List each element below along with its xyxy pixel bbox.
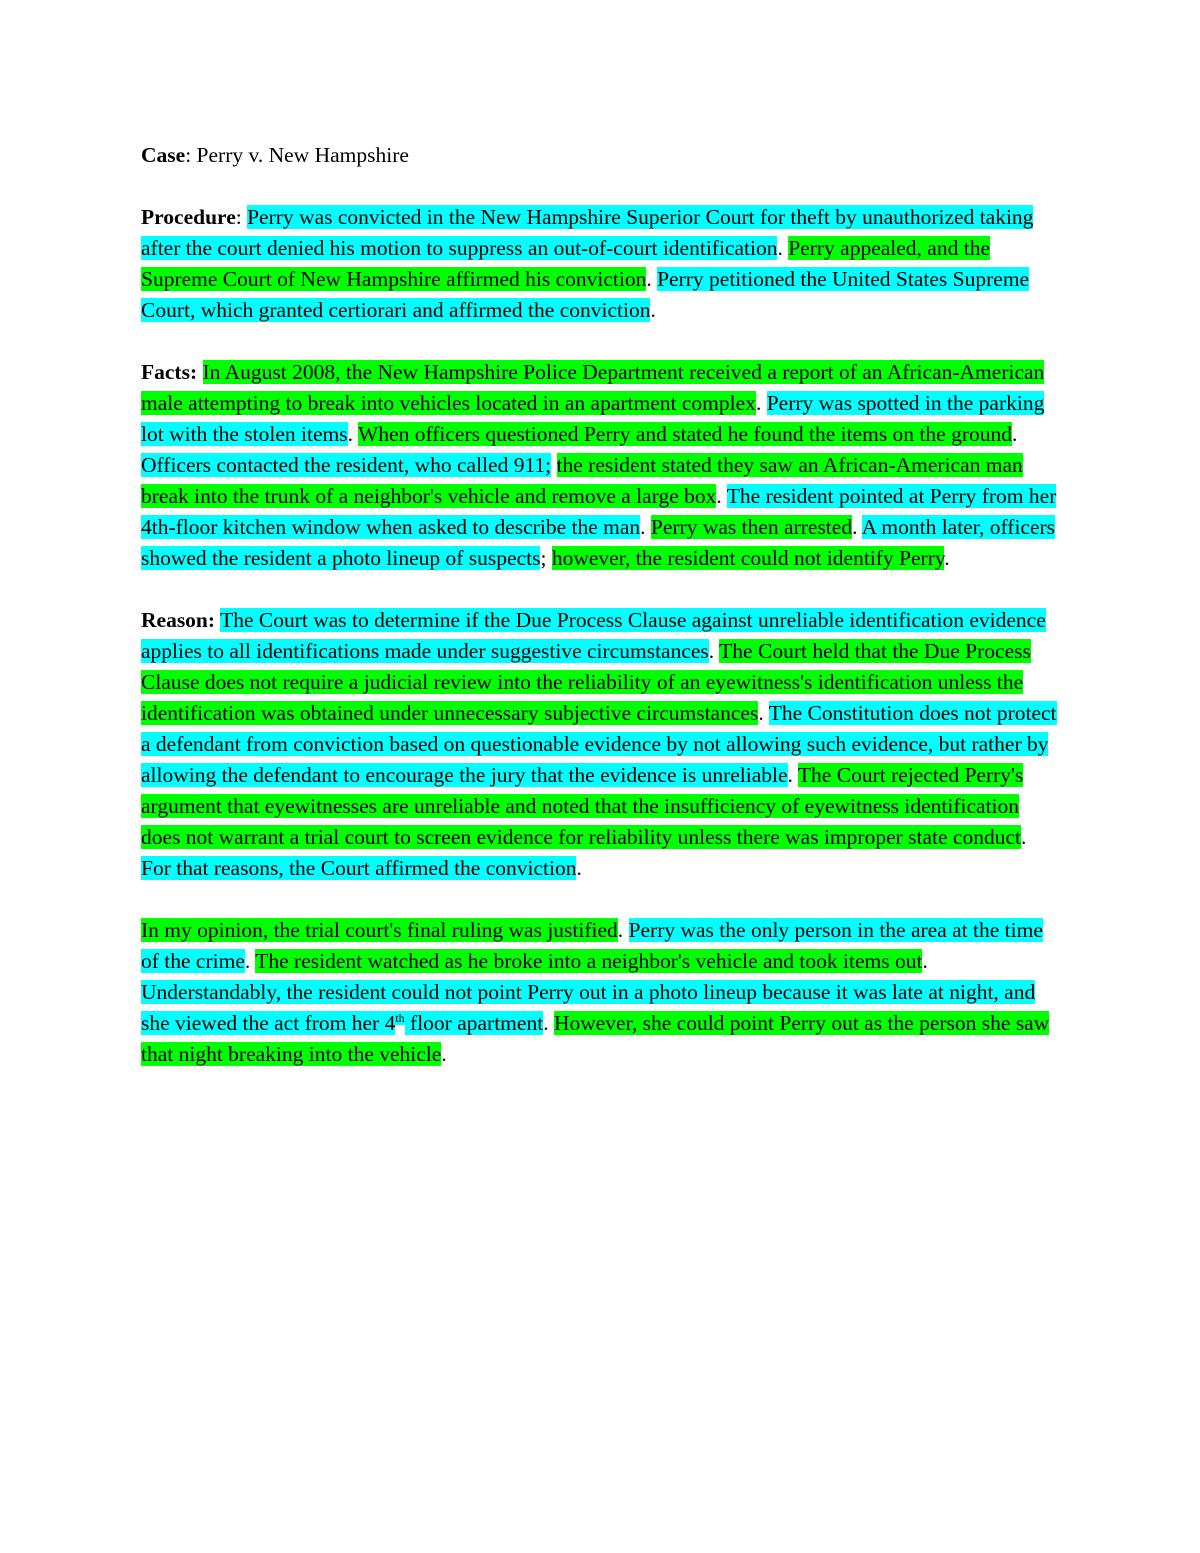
highlighted-text-cyan: Officers contacted the resident, who called 911;: [141, 453, 552, 477]
highlighted-text-cyan: Perry was convicted in the New Hampshire Superior Court for theft by unauthorized taking after the court denied his motion to suppress an out-of-court identification: [141, 205, 1034, 260]
text-fragment: .: [944, 546, 950, 570]
text-fragment: .: [1012, 422, 1018, 446]
reason-label: Reason:: [141, 608, 216, 632]
highlighted-text-cyan: floor apartment: [404, 1011, 544, 1035]
procedure-paragraph: [141, 202, 1061, 326]
text-fragment: .: [716, 484, 727, 508]
facts-paragraph: [141, 357, 1061, 574]
text-fragment: .: [708, 639, 720, 663]
text-fragment: ;: [540, 546, 552, 570]
text-fragment: .: [755, 391, 767, 415]
text-fragment: .: [922, 949, 928, 973]
text-fragment: .: [650, 298, 656, 322]
text-fragment: .: [617, 918, 629, 942]
highlighted-text-cyan: th: [395, 1010, 405, 1025]
highlighted-text-cyan: For that reasons, the Court affirmed the conviction: [141, 856, 577, 880]
highlighted-text-cyan: The Court was to determine if the Due Process Clause against unreliable identification evidence applies to all identifications made under suggestive circumstances: [141, 608, 1046, 663]
highlighted-text-green: When officers questioned Perry and stated he found the items on the ground: [358, 422, 1012, 446]
highlighted-text-green: In August 2008, the New Hampshire Police Department received a report of an African-American male attempting to break into vehicles located in an apartment complex: [141, 360, 1045, 415]
highlighted-text-green: The resident watched as he broke into a neighbor's vehicle and took items out: [255, 949, 923, 973]
document-body: [141, 140, 1061, 1101]
text-fragment: .: [646, 267, 658, 291]
highlighted-text-cyan: Perry petitioned the United States Supreme Court, which granted certiorari and affirmed the conviction: [141, 267, 1030, 322]
highlighted-text-cyan: Understandably, the resident could not point Perry out in a photo lineup because it was late at night, and she viewed the act from her 4: [141, 980, 1036, 1035]
highlighted-text-cyan: A month later, officers showed the resident a photo lineup of suspects: [141, 515, 1056, 570]
highlighted-text-cyan: Perry was spotted in the parking lot with the stolen items: [141, 391, 1045, 446]
text-fragment: .: [640, 515, 651, 539]
text-fragment: .: [244, 949, 256, 973]
text-fragment: .: [347, 422, 358, 446]
text-fragment: .: [441, 1042, 447, 1066]
highlighted-text-cyan: The Constitution does not protect a defendant from conviction based on questionable evidence by not allowing such evidence, but rather by allowing the defendant to encourage the jury that the evidence is unreliable: [141, 701, 1057, 787]
text-fragment: .: [576, 856, 582, 880]
text-fragment: .: [787, 763, 798, 787]
text-fragment: .: [1020, 825, 1027, 849]
highlighted-text-green: The Court rejected Perry's argument that eyewitnesses are unreliable and noted that the insufficiency of eyewitness identification does not warrant a trial court to screen evidence for reliability unless there was improper state conduct: [141, 763, 1024, 849]
facts-text: [141, 360, 1056, 570]
text-fragment: .: [758, 701, 769, 725]
opinion-paragraph: [141, 915, 1061, 1070]
procedure-text: [141, 205, 1033, 322]
highlighted-text-cyan: The resident pointed at Perry from her 4th-floor kitchen window when asked to describe the man: [141, 484, 1057, 539]
procedure-separator: :: [235, 205, 248, 229]
highlighted-text-green: The Court held that the Due Process Clause does not require a judicial review into the reliability of an eyewitness's identification unless the identification was obtained under unnecessary subjective circumstances: [141, 639, 1031, 725]
highlighted-text-green: In my opinion, the trial court's final ruling was justified: [141, 918, 618, 942]
text-fragment: .: [777, 236, 789, 260]
highlighted-text-cyan: Perry was the only person in the area at the time of the crime: [141, 918, 1043, 973]
highlighted-text-green: the resident stated they saw an African-American man break into the trunk of a neighbor's vehicle and remove a large box: [141, 453, 1023, 508]
case-line: [141, 140, 1061, 171]
text-fragment: .: [543, 1011, 554, 1035]
case-label: Case: [141, 143, 186, 167]
case-separator: :: [185, 143, 197, 167]
procedure-label: Procedure: [141, 205, 236, 229]
case-title: Perry v. New Hampshire: [196, 143, 409, 167]
reason-text: [141, 608, 1057, 880]
text-fragment: [551, 453, 556, 477]
opinion-text: [141, 918, 1049, 1066]
reason-paragraph: [141, 605, 1061, 884]
facts-label: Facts:: [141, 360, 198, 384]
highlighted-text-green: However, she could point Perry out as the person she saw that night breaking into the vehicle: [141, 1011, 1050, 1066]
text-fragment: .: [852, 515, 862, 539]
highlighted-text-green: Perry was then arrested: [650, 515, 853, 539]
highlighted-text-green: Perry appealed, and the Supreme Court of New Hampshire affirmed his conviction: [141, 236, 990, 291]
highlighted-text-green: however, the resident could not identify Perry: [551, 546, 945, 570]
